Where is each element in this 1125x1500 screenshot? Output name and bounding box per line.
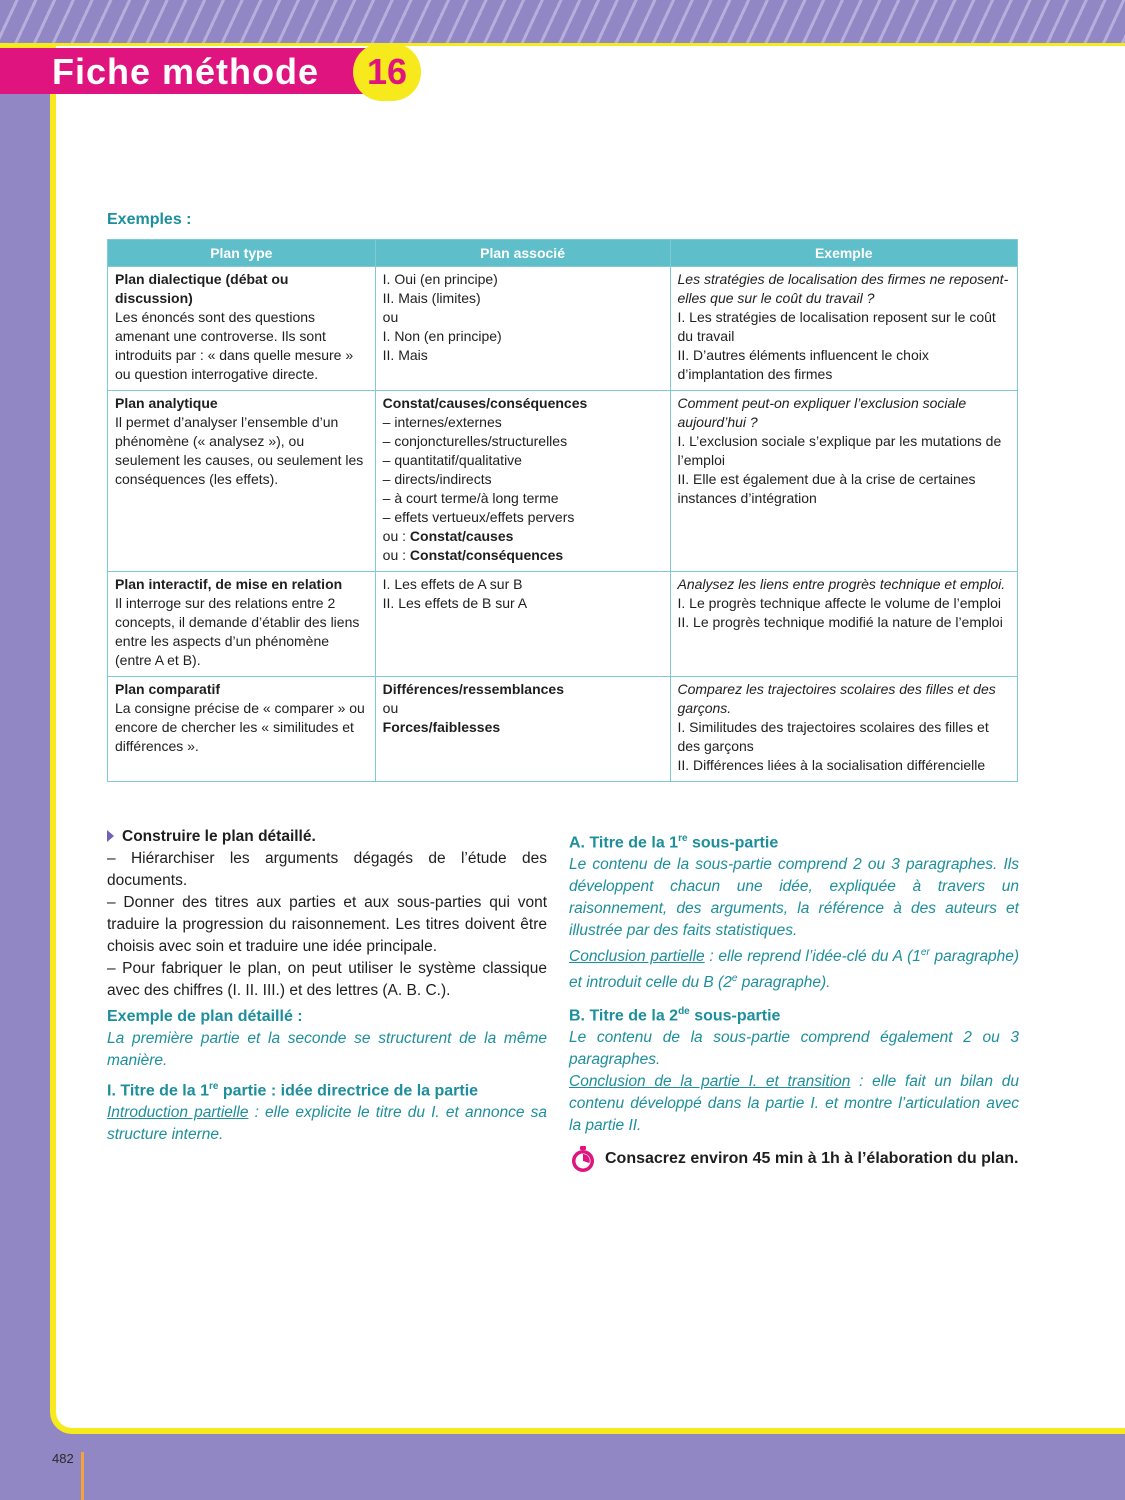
instruction-point: – Pour fabriquer le plan, on peut utiliser le système classique avec des chiffres (I. II. III.) et des lettres (A. B. C.).	[107, 960, 547, 999]
plans-table	[107, 239, 1018, 782]
plan-assoc-cell: I. Les effets de A sur B II. Les effets de B sur A	[375, 572, 670, 677]
example-cell: Les stratégies de localisation des firmes ne reposent-elles que sur le coût du travail ? I. Les stratégies de localisation reposent sur le coût du travail II. D’autres éléments influencent le choix d’implantation des firmes	[670, 267, 1018, 391]
page-title: Fiche méthode	[0, 48, 372, 94]
examples-heading: Exemples :	[107, 211, 192, 228]
top-stripes	[0, 0, 1125, 46]
subpart-a-text: Le contenu de la sous-partie comprend 2 ou 3 paragraphes. Ils développent chacun une idée, expliquée à travers un raisonnement, des arguments, la référence à des auteurs et illustrée par des faits statistiques.	[569, 856, 1019, 940]
table-header-row	[108, 240, 1018, 267]
plan-type-cell: Plan analytique Il permet d’analyser l’ensemble d’un phénomène (« analysez »), ou seulement les causes, ou seulement les conséquences (les effets).	[108, 391, 376, 572]
table-header: Plan type	[108, 240, 376, 267]
bullet-triangle-icon	[107, 830, 114, 842]
example-cell: Comment peut-on expliquer l’exclusion sociale aujourd’hui ? I. L’exclusion sociale s’explique par les mutations de l’emploi II. Elle est également due à la crise de certaines instances d’intégration	[670, 391, 1018, 572]
intro-partielle-text: Introduction partielle : elle explicite le titre du I. et annonce sa structure interne.	[107, 1104, 547, 1144]
plan-type-cell: Plan comparatif La consigne précise de « comparer » ou encore de chercher les « similitudes et différences ».	[108, 677, 376, 782]
subpart-b-text: Le contenu de la sous-partie comprend également 2 ou 3 paragraphes.	[569, 1028, 1019, 1068]
table-header: Exemple	[670, 240, 1018, 267]
plan-type-cell: Plan dialectique (débat ou discussion) Les énoncés sont des questions amenant une controverse. Ils sont introduits par : « dans quelle mesure » ou question interrogative directe.	[108, 267, 376, 391]
build-plan-heading: Construire le plan détaillé.	[107, 826, 547, 848]
instruction-point: – Hiérarchiser les arguments dégagés de l’étude des documents.	[107, 850, 547, 889]
page-number-bar	[81, 1452, 84, 1500]
example-plan-text: La première partie et la seconde se structurent de la même manière.	[107, 1030, 547, 1069]
right-column	[569, 828, 1019, 1173]
table-row	[108, 391, 1018, 572]
table-row	[108, 572, 1018, 677]
table-row	[108, 677, 1018, 782]
method-number-badge: 16	[353, 43, 421, 101]
transition-text: Conclusion de la partie I. et transition : elle fait un bilan du contenu développé dans la partie I. et montre l’articulation avec la partie II.	[569, 1072, 1019, 1134]
table-header: Plan associé	[375, 240, 670, 267]
part1-heading: I. Titre de la 1re partie : idée directrice de la partie	[107, 1081, 479, 1100]
plan-type-cell: Plan interactif, de mise en relation Il interroge sur des relations entre 2 concepts, il demande d’établir des liens entre les aspects d’un phénomène (entre A et B).	[108, 572, 376, 677]
instruction-point: – Donner des titres aux parties et aux sous-parties qui vont traduire la progression du raisonnement. Les titres doivent être choisis avec soin et traduire une idée principale.	[107, 894, 547, 955]
example-cell: Comparez les trajectoires scolaires des filles et des garçons. I. Similitudes des trajectoires scolaires des filles et des garçons II. Différences liées à la socialisation différencielle	[670, 677, 1018, 782]
page-number: 482	[52, 1451, 74, 1466]
subpart-b-heading: B. Titre de la 2de sous-partie	[569, 1005, 781, 1024]
plan-assoc-cell: I. Oui (en principe) II. Mais (limites) ou I. Non (en principe) II. Mais	[375, 267, 670, 391]
example-cell: Analysez les liens entre progrès technique et emploi. I. Le progrès technique affecte le volume de l’emploi II. Le progrès technique modifié la nature de l’emploi	[670, 572, 1018, 677]
stopwatch-icon	[569, 1145, 597, 1173]
plan-assoc-cell: Différences/ressemblances ou Forces/faiblesses	[375, 677, 670, 782]
example-plan-heading: Exemple de plan détaillé :	[107, 1008, 303, 1025]
plan-assoc-cell: Constat/causes/conséquences – internes/externes – conjoncturelles/structurelles – quantitatif/qualitative – directs/indirects – à court terme/à long terme – effets vertueux/effets pervers ou : Constat/causes ou : Constat/conséquences	[375, 391, 670, 572]
conclusion-partielle-text: Conclusion partielle : elle reprend l’idée-clé du A (1er paragraphe) et introduit celle du B (2e paragraphe).	[569, 947, 1019, 992]
time-tip: Consacrez environ 45 min à 1h à l’élaboration du plan.	[569, 1145, 1019, 1173]
subpart-a-heading: A. Titre de la 1re sous-partie	[569, 833, 779, 852]
table-row	[108, 267, 1018, 391]
left-column	[107, 826, 547, 1146]
